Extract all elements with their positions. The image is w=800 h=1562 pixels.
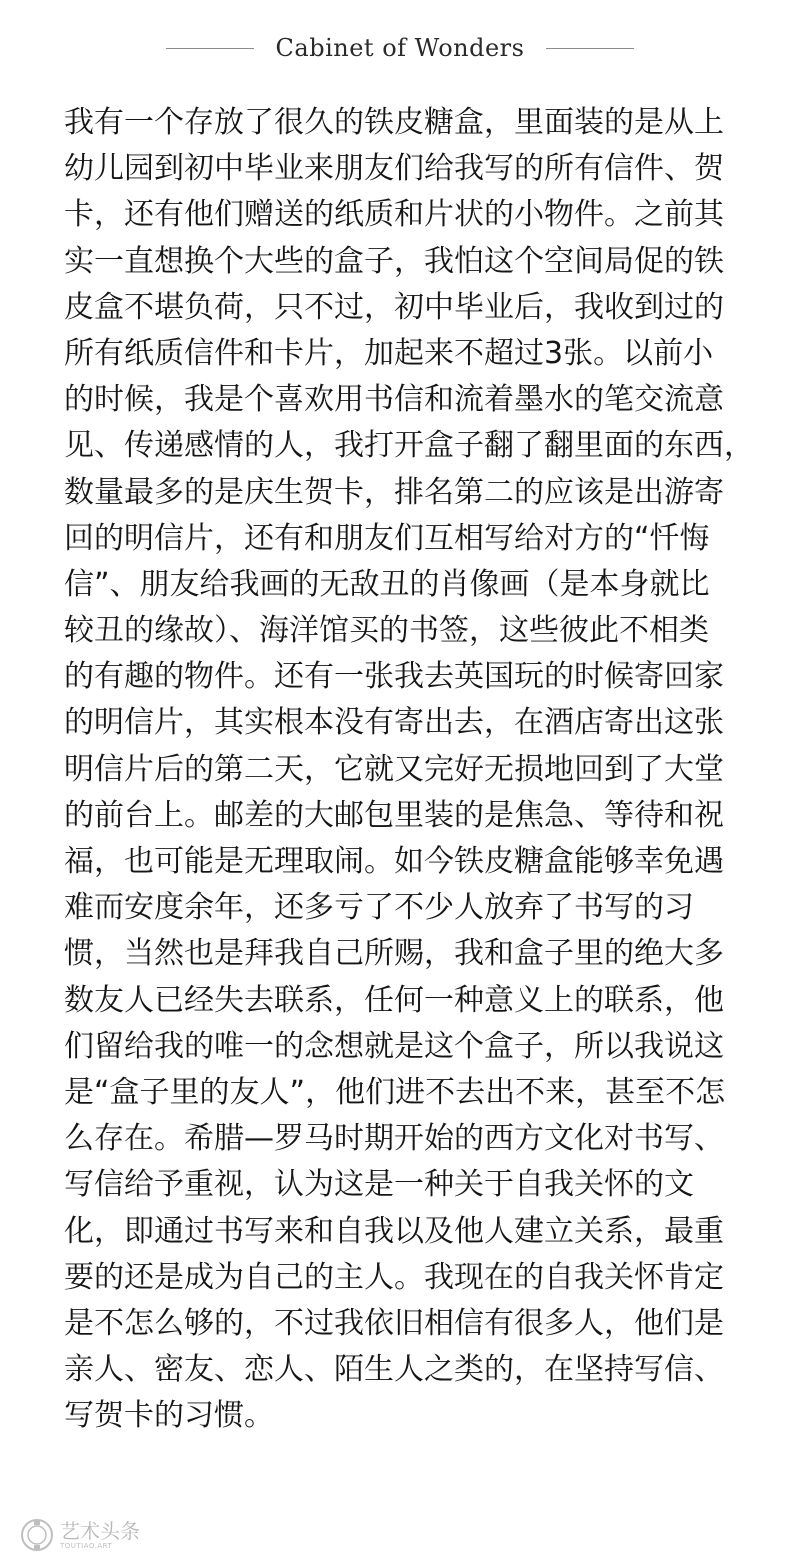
paragraph-line: 回的明信片，还有和朋友们互相写给对方的“忏悔 <box>64 520 710 556</box>
paragraph-line: 见、传递感情的人，我打开盒子翻了翻里面的东西， <box>64 428 754 464</box>
paragraph-line: 信”、朋友给我画的无敌丑的肖像画（是本身就比 <box>64 566 710 602</box>
paragraph-line: 是“盒子里的友人”，他们进不去出不来，甚至不怎 <box>64 1074 726 1110</box>
page-header <box>0 28 800 68</box>
header-rule-left <box>166 48 254 49</box>
paragraph-line: 数量最多的是庆生贺卡，排名第二的应该是出游寄 <box>64 474 724 510</box>
watermark-sub: TOUTIAO.ART <box>60 1541 113 1550</box>
paragraph-line: 的明信片，其实根本没有寄出去，在酒店寄出这张 <box>64 705 724 741</box>
paragraph-line: 较丑的缘故）、海洋馆买的书签，这些彼此不相类 <box>64 613 709 649</box>
header-rule-right <box>546 48 634 49</box>
paragraph-line: 所有纸质信件和卡片，加起来不超过3张。以前小 <box>64 335 714 371</box>
watermark <box>20 1518 140 1552</box>
watermark-name: 艺术头条 <box>60 1518 140 1543</box>
paragraph-line: 我有一个存放了很久的铁皮糖盒，里面装的是从上 <box>64 105 724 140</box>
paragraph-line: 们留给我的唯一的念想就是这个盒子，所以我说这 <box>64 1028 724 1064</box>
page-title: Cabinet of Wonders <box>275 34 525 62</box>
paragraph-line: 幼儿园到初中毕业来朋友们给我写的所有信件、贺 <box>64 151 724 187</box>
paragraph-line: 卡，还有他们赠送的纸质和片状的小物件。之前其 <box>64 197 724 233</box>
paragraph-line: 的前台上。邮差的大邮包里装的是焦急、等待和祝 <box>64 797 724 833</box>
paragraph-line: 惯，当然也是拜我自己所赐，我和盒子里的绝大多 <box>64 936 724 972</box>
paragraph-line: 亲人、密友、恋人、陌生人之类的，在坚持写信、 <box>64 1352 724 1388</box>
paragraph-line: 是不怎么够的，不过我依旧相信有很多人，他们是 <box>64 1305 724 1341</box>
paragraph-line: 福，也可能是无理取闹。如今铁皮糖盒能够幸免遇 <box>64 844 724 879</box>
lantern-logo-icon <box>20 1518 54 1552</box>
paragraph-line: 的时候，我是个喜欢用书信和流着墨水的笔交流意 <box>64 382 724 418</box>
paragraph-line: 化，即通过书写来和自我以及他人建立关系，最重 <box>64 1213 724 1249</box>
paragraph-line: 么存在。希腊—罗马时期开始的西方文化对书写、 <box>64 1121 724 1157</box>
paragraph-line: 难而安度余年，还多亏了不少人放弃了书写的习 <box>64 890 694 926</box>
paragraph-line: 的有趣的物件。还有一张我去英国玩的时候寄回家 <box>64 659 724 695</box>
paragraph-line: 实一直想换个大些的盒子，我怕这个空间局促的铁 <box>64 243 724 279</box>
paragraph-line: 数友人已经失去联系，任何一种意义上的联系，他 <box>64 982 724 1018</box>
paragraph-line: 写贺卡的习惯。 <box>64 1398 274 1434</box>
paragraph-line: 明信片后的第二天，它就又完好无损地回到了大堂 <box>64 751 724 787</box>
paragraph-line: 写信给予重视，认为这是一种关于自我关怀的文 <box>64 1167 694 1203</box>
paragraph-line: 皮盒不堪负荷，只不过，初中毕业后，我收到过的 <box>64 289 724 325</box>
watermark-text <box>60 1520 140 1551</box>
paragraph-line: 要的还是成为自己的主人。我现在的自我关怀肯定 <box>64 1259 724 1295</box>
article-body <box>64 100 754 1439</box>
